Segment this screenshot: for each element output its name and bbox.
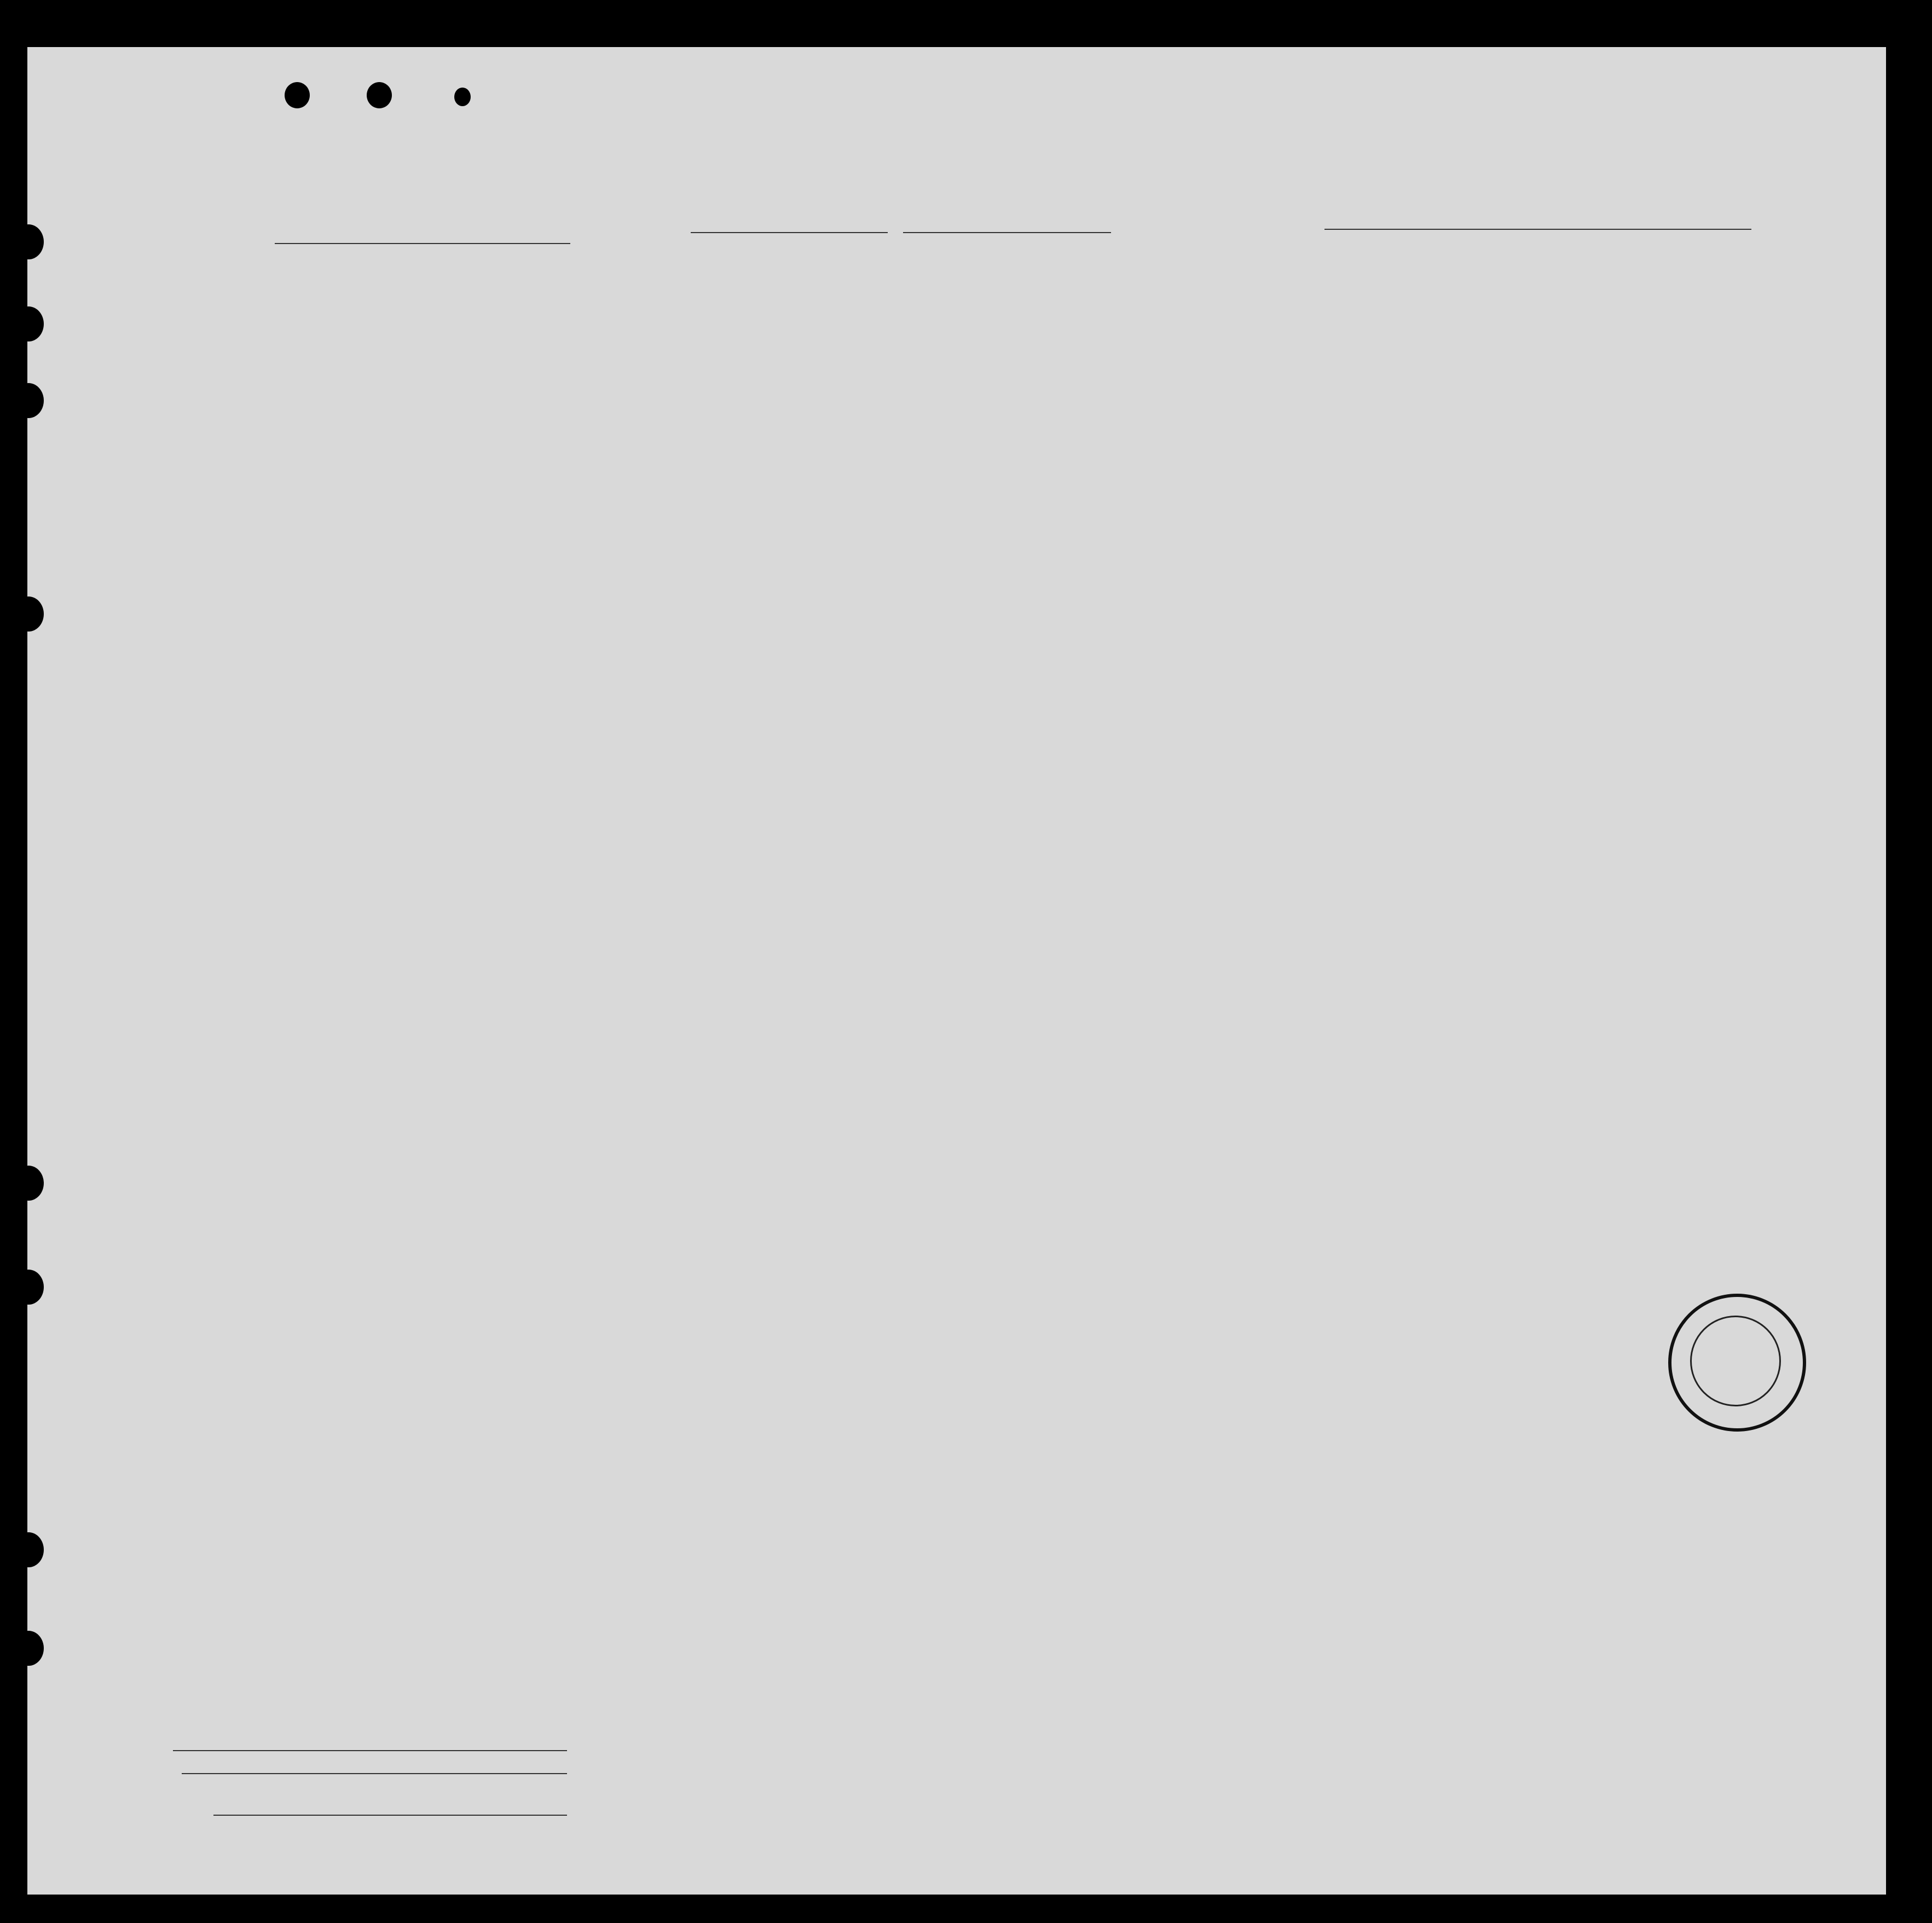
- consulate-stamp-inner: [1690, 1316, 1781, 1406]
- owners-value: [182, 1773, 567, 1774]
- line-value: [173, 1750, 567, 1751]
- agents-line: [213, 1815, 567, 1816]
